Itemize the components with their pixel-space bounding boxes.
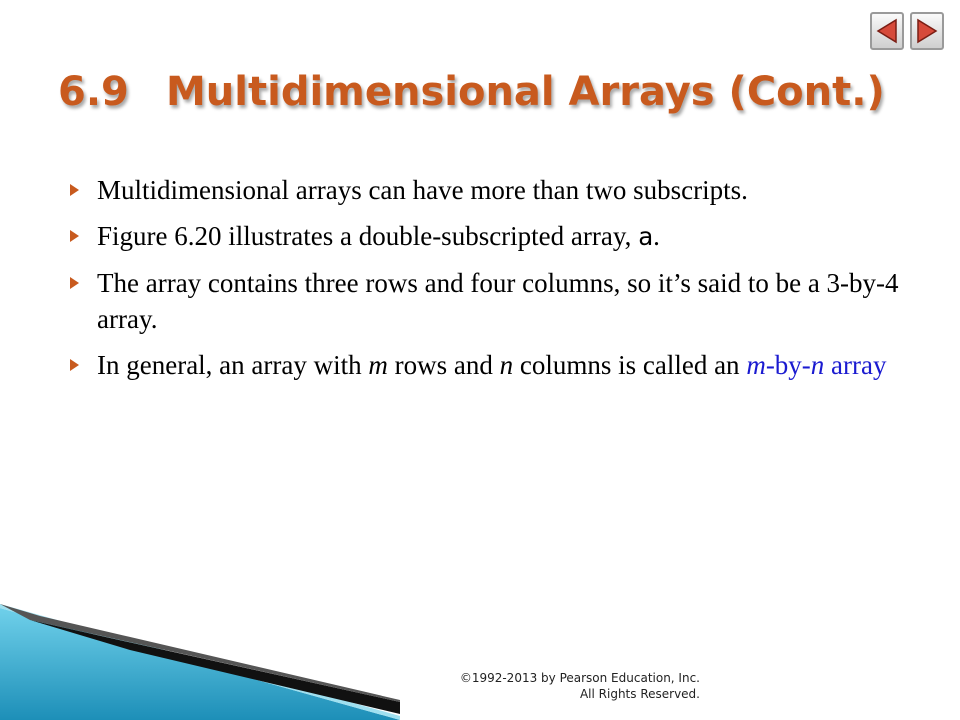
- bullet-arrow-icon: [70, 184, 79, 196]
- bullet-text: Multidimensional arrays can have more than two subscripts.: [97, 175, 748, 205]
- term-by: -by-: [765, 350, 811, 380]
- bullet-item: [70, 347, 900, 383]
- slide-navigation: [870, 12, 944, 50]
- bullet-text: Figure 6.20 illustrates a double-subscripted array,: [97, 221, 639, 251]
- triangle-left-icon: [875, 18, 899, 44]
- bullet-list: [70, 172, 900, 393]
- term-m: m: [746, 350, 766, 380]
- bullet-arrow-icon: [70, 277, 79, 289]
- decorative-swoosh: [0, 590, 400, 720]
- bullet-text-end: .: [653, 221, 660, 251]
- bullet-item: [70, 265, 900, 337]
- rights-line: All Rights Reserved.: [579, 687, 700, 701]
- next-slide-button[interactable]: [910, 12, 944, 50]
- title-text: Multidimensional Arrays (Cont.): [166, 69, 885, 115]
- previous-slide-button[interactable]: [870, 12, 904, 50]
- bullet-text: columns is called an: [513, 350, 747, 380]
- variable-m: m: [368, 350, 388, 380]
- variable-n: n: [499, 350, 514, 380]
- bullet-arrow-icon: [70, 230, 79, 242]
- triangle-right-icon: [915, 18, 939, 44]
- term-n: n: [810, 350, 825, 380]
- term-tail: array: [824, 350, 887, 380]
- bullet-item: [70, 218, 900, 255]
- bullet-arrow-icon: [70, 359, 79, 371]
- section-number: 6.9: [58, 69, 129, 115]
- bullet-text: The array contains three rows and four columns, so it’s said to be a 3-by-4 array.: [97, 268, 899, 334]
- array-name-code: a: [638, 222, 654, 251]
- copyright-line: ©1992-2013 by Pearson Education, Inc.: [459, 671, 700, 685]
- bullet-text: rows and: [387, 350, 500, 380]
- bullet-item: [70, 172, 900, 208]
- copyright-notice: [420, 670, 700, 702]
- slide-title: [58, 66, 938, 118]
- bullet-text: In general, an array with: [97, 350, 369, 380]
- key-term: [746, 350, 886, 380]
